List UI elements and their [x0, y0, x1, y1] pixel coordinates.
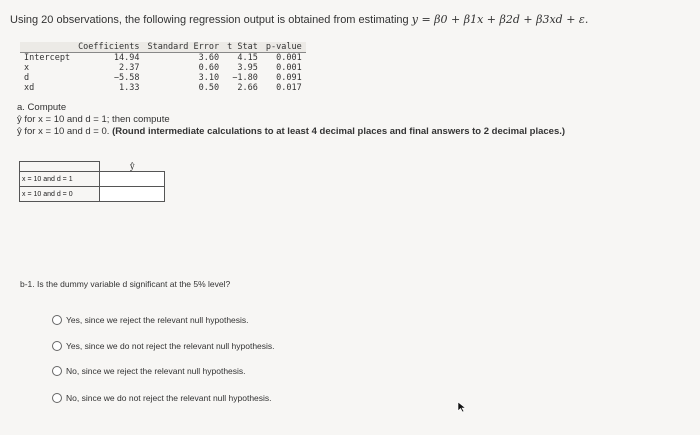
part-a-line2: ŷ for x = 10 and d = 1; then compute: [17, 114, 170, 125]
table-row: [20, 73, 306, 83]
t-value: 3.95: [237, 63, 258, 73]
coef-value: −5.58: [113, 73, 140, 83]
yhat-d1-input[interactable]: [102, 173, 160, 185]
row-label: x: [24, 63, 30, 73]
header-p-value: p-value: [262, 42, 306, 53]
answer-cell[interactable]: [100, 187, 165, 202]
answer-row: [20, 172, 165, 187]
option-label: Yes, since we reject the relevant null hypothesis.: [66, 315, 249, 325]
answer-cell[interactable]: [100, 172, 165, 187]
part-a-line3: [17, 126, 565, 138]
se-value: 3.10: [198, 73, 220, 83]
part-a-question: [17, 102, 565, 138]
row-label: xd: [24, 83, 35, 93]
p-value: 0.001: [276, 63, 302, 73]
answer-header-blank: [20, 162, 100, 172]
option-yes-reject[interactable]: [52, 315, 249, 325]
intro-line: [10, 13, 588, 26]
yhat-d0-input[interactable]: [102, 188, 160, 200]
option-label: No, since we do not reject the relevant null hypothesis.: [66, 393, 272, 403]
intro-text: Using 20 observations, the following regression output is obtained from estimating: [10, 14, 409, 26]
model-equation: y = β0 + β1x + β2d + β3xd + ε.: [411, 13, 589, 26]
table-row: [20, 53, 306, 64]
row-label: Intercept: [24, 53, 71, 63]
part-b1-question: b-1. Is the dummy variable d significant at the 5% level?: [20, 279, 231, 289]
answer-table: [19, 161, 165, 202]
coef-value: 2.37: [119, 63, 140, 73]
radio-button[interactable]: [52, 315, 62, 325]
option-no-reject[interactable]: [52, 366, 246, 376]
radio-button[interactable]: [52, 393, 62, 403]
table-row: [20, 83, 306, 93]
header-t-stat: t Stat: [223, 42, 262, 53]
coef-value: 1.33: [119, 83, 140, 93]
option-yes-not-reject[interactable]: [52, 341, 275, 351]
p-value: 0.091: [276, 73, 302, 83]
header-coefficients: Coefficients: [74, 42, 143, 53]
se-value: 0.50: [198, 83, 220, 93]
rounding-instruction: (Round intermediate calculations to at least 4 decimal places and final answers to 2 decimal places.): [112, 126, 566, 137]
radio-button[interactable]: [52, 341, 62, 351]
part-a-title: a. Compute: [17, 102, 67, 113]
se-value: 0.60: [198, 63, 220, 73]
table-row: [20, 63, 306, 73]
regression-table: [20, 42, 306, 93]
regression-output: [20, 42, 306, 93]
option-label: No, since we reject the relevant null hypothesis.: [66, 366, 246, 376]
p-value: 0.001: [276, 53, 302, 63]
answer-row: [20, 187, 165, 202]
row-label: d: [24, 73, 30, 83]
t-value: −1.80: [232, 73, 258, 83]
t-value: 4.15: [237, 53, 258, 63]
p-value: 0.017: [276, 83, 302, 93]
se-value: 3.60: [198, 53, 220, 63]
option-no-not-reject[interactable]: [52, 393, 272, 403]
header-standard-error: Standard Error: [143, 42, 223, 53]
header-blank: [20, 42, 74, 53]
part-a-line3-text: ŷ for x = 10 and d = 0.: [17, 126, 110, 137]
t-value: 2.66: [237, 83, 258, 93]
answer-row-label: x = 10 and d = 0: [20, 187, 100, 202]
radio-button[interactable]: [52, 366, 62, 376]
answer-header-yhat: ŷ: [129, 161, 135, 171]
coef-value: 14.94: [113, 53, 140, 63]
answer-row-label: x = 10 and d = 1: [20, 172, 100, 187]
option-label: Yes, since we do not reject the relevant null hypothesis.: [66, 341, 275, 351]
mouse-cursor-icon: [457, 401, 467, 413]
